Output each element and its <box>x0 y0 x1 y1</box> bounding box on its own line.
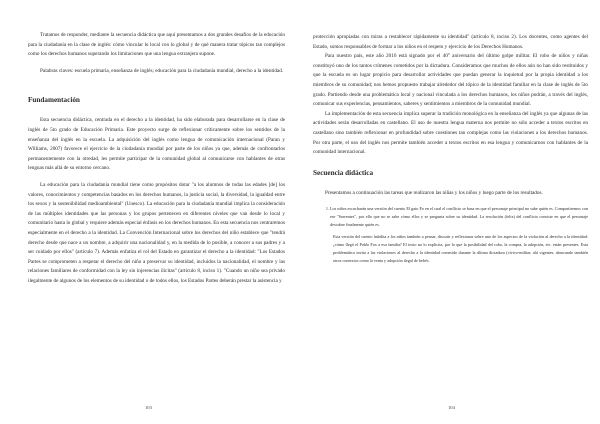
body-paragraph: protección apropiadas con miras a restablecer rápidamente su identidad" (artículo 8, inciso 2). Los docentes, como agentes del Estado, somos responsables de formar a los niños en el respeto y ejercicio de los Derechos Humanos. <box>313 34 588 50</box>
list-item-detail: Esta versión del cuento habilita a los niños también a pensar, discutir y reflexionar sobre uno de los aspectos de la violación al derecho a la identidad: ¿cómo llegó el Pablo Fox a esa familia? El texto no lo explicita, por lo que la posibilidad del robo, la compra, la adopción, etc. están presentes. Esta problemática invita a las violaciones al derecho a la identidad cometido durante la última dictadura (cívico-militar, ahí vigentes, abarcando también otros contextos como la venta y adopción ilegal de bebés. <box>333 234 588 264</box>
body-paragraph: Presentamos a continuación las tareas que realizaron las niñas y los niños y luego parte de los resultados. <box>325 189 543 196</box>
body-paragraph: La implementación de esta secuencia implica superar la tradición monológica en la enseñanza del inglés ya que algunas de las actividades serán desarrolladas en castellano. El uso de nuestra lengua materna nos permite no sólo acceder a textos escritos en castellano sino también reflexionar en profundidad sobre cuestiones tan complejas como las violaciones a los derechos humanos. Por otra parte, el uso del inglés nos permite también acceder a textos escritos en esa lengua y comunicarnos con hablantes de la comunidad internacional. <box>313 110 588 156</box>
page-number: 103 <box>145 405 152 410</box>
right-page <box>300 0 600 424</box>
keywords-paragraph: Palabras claves: escuela primaria, enseñanza de inglés; educación para la ciudadanía mundial, derecho a la identidad. <box>40 67 284 74</box>
page-number: 104 <box>448 405 455 410</box>
body-paragraph: La educación para la ciudadanía mundial tiene como propósitos dotar "a los alumnos de todas las edades [de] los valores, conocimientos y competencias basados en los derechos humanos, la justicia social, la diversidad, la igualdad entre los sexos y la sostenibilidad medioambiental" (Unesco). La educación para la ciudadanía mundial implica la consideración de las múltiples identidades que las personas y los grupos pertenecen en diferentes niveles que van desde lo local y comunitario hasta lo global y requiere además especial énfasis en los derechos humanos. En esta secuencia nos centraremos especialmente en el derecho a la identidad. La Convención Internacional sobre los derechos del niño establece que "tendrá derecho desde que nace a un nombre, a adquirir una nacionalidad y, en la medida de lo posible, a conocer a sus padres y a ser cuidado por ellos" (artículo 7). Además enfatiza el rol del Estado en garantizar el derecho a la identidad: "Los Estados Partes se comprometen a respetar el derecho del niño a preservar su identidad, incluidos la nacionalidad, el nombre y las relaciones familiares de conformidad con la ley sin injerencias ilícitas" (artículo 8, inciso 1). "Cuando un niño sea privado ilegalmente de algunos de los elementos de su identidad o de todos ellos, los Estados Partes deberán prestar la asistencia y <box>28 181 285 284</box>
list-item: 1. Los niños escucharán una versión del cuento El gato Fo en el cual el conflicto se basa en que el personaje principal no sabe quién es. Compartiremos con ese "Sorrentes", por ello que no se sabe cómo ellos y se pregunta sobre su identidad. La resolución (feliz) del conflicto consiste en que el personaje descubre finalmente quién es. <box>330 205 588 229</box>
body-paragraph: Esta secuencia didáctica, centrada en el derecho a la identidad, ha sido elaborada para desarrollarse en la clase de inglés de 5to grado de Educación Primaria. Este proyecto surge de reflexionar críticamente sobre los sentidos de la enseñanza del inglés en la escuela. La adquisición del inglés como lengua de comunicación internacional (Paran y Williams, 2007) favorece el ejercicio de la ciudadanía mundial por parte de los niños ya que, además de confrontarlos permanentemente con la otredad, les permite participar de la comunidad global al comunicarse con hablantes de otras lenguas más allá de su entorno cercano. <box>28 117 285 172</box>
section-heading-secuencia: Secuencia didáctica <box>313 168 374 177</box>
body-paragraph: Para nuestro país, este año 2016 está signado por el 40° aniversario del último golpe militar. El robo de niños y niñas constituyó uno de los tantos crímenes cometidos por la dictadura. Consideramos que muchos de ellos aún no han sido restituidos y que la escuela es un lugar propicio para desarrollar actividades que puedan generar la inquietud por la propia identidad a los miembros de su comunidad; nos hemos propuesto trabajar alrededor del tópico de la identidad familiar en la clase de inglés de 5to grado. Partiendo desde una problemática local y nacional vinculada a los derechos humanos, los niños podrán, a través del inglés, comunicar sus experiencias, pensamientos, saberes y sentimientos a miembros de la comunidad mundial. <box>313 53 588 108</box>
section-heading-fundamentacion: Fundamentación <box>28 96 80 105</box>
intro-paragraph: Tratamos de responder, mediante la secuencia didáctica que aquí presentamos a dos grandes desafíos de la educación para la ciudadanía en la clase de inglés: cómo vincular lo local con lo global y de qué manera tratar tópicos tan complejos como los derechos humanos superando los limitaciones que una lengua extranjera supone. <box>28 32 285 58</box>
task-list <box>313 205 588 229</box>
